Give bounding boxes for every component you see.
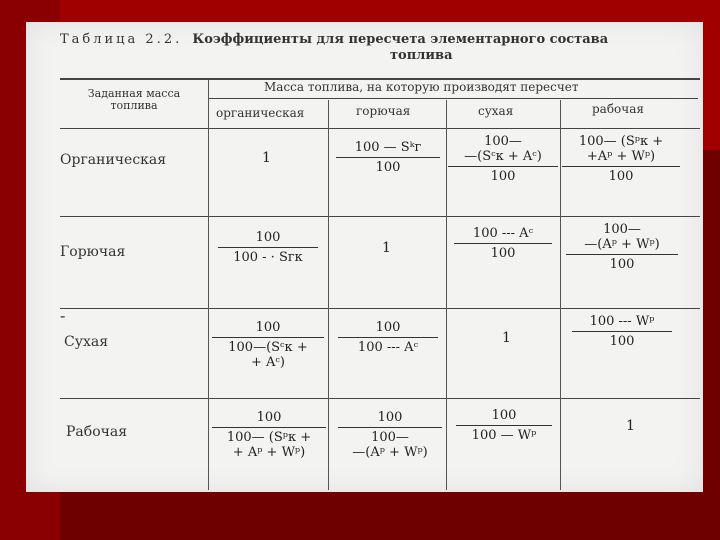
fraction-numerator: 100— <box>484 134 522 149</box>
fraction-numerator-cont: +Aᵖ + Wᵖ) <box>586 149 656 164</box>
col-rule-2 <box>328 100 329 490</box>
fraction-numerator: 100 --- Wᵖ <box>589 314 655 329</box>
fraction-numerator: 100 — Sᵏᴦ <box>354 140 422 155</box>
fraction-numerator-cont: —(Sᶜк + Aᶜ) <box>464 149 542 164</box>
col-rule-3 <box>446 100 447 490</box>
row-rule-1 <box>60 216 700 217</box>
fraction-numerator: 100 <box>375 320 401 335</box>
margin-dash-mark: - <box>60 306 66 325</box>
fraction-numerator: 100— <box>603 222 641 237</box>
row-rule-2 <box>60 308 700 309</box>
fraction-denominator-cont: + Aᶜ) <box>251 355 285 370</box>
fraction-denominator: 100— (Sᵖк + <box>226 430 312 445</box>
col-rule-1 <box>208 80 209 490</box>
scanned-table-image <box>26 22 703 492</box>
row-label-dry: Сухая <box>64 334 109 350</box>
fraction-cell <box>338 320 438 355</box>
fraction-cell <box>454 226 552 261</box>
fraction-bar <box>212 337 324 338</box>
header-target-mass: Масса топлива, на которую производят пересчет <box>264 80 579 94</box>
fraction-bar <box>218 247 318 248</box>
col-rule-4 <box>560 100 561 490</box>
cell-one: 1 <box>262 150 271 166</box>
fraction-cell <box>456 408 552 443</box>
fraction-numerator: 100— (Sᵖк + <box>578 134 664 149</box>
fraction-denominator: 100— <box>371 430 409 445</box>
fraction-denominator: 100 <box>609 334 635 349</box>
fraction-numerator: 100 <box>255 320 281 335</box>
cell-one: 1 <box>502 330 511 346</box>
fraction-cell <box>218 230 318 265</box>
fraction-bar <box>456 425 552 426</box>
fraction-denominator: 100—(Sᶜк + <box>228 340 308 355</box>
fraction-denominator: 100 <box>375 160 401 175</box>
fraction-denominator: 100 --- Aᶜ <box>357 340 419 355</box>
header-col-dry: сухая <box>478 104 514 118</box>
header-given-mass: Заданная масса топлива <box>87 87 181 112</box>
fraction-denominator: 100 <box>609 257 635 272</box>
header-col-combustible: горючая <box>356 104 411 118</box>
fraction-cell <box>448 134 558 184</box>
fraction-cell <box>572 314 672 349</box>
header-sub-rule <box>208 98 698 99</box>
header-col-working: рабочая <box>592 102 644 116</box>
fraction-bar <box>338 427 442 428</box>
cell-one: 1 <box>626 418 635 434</box>
row-rule-3 <box>60 398 700 399</box>
fraction-bar <box>572 331 672 332</box>
fraction-bar <box>338 337 438 338</box>
fraction-bar <box>562 166 680 167</box>
table-caption <box>60 32 700 63</box>
fraction-numerator: 100 <box>256 410 282 425</box>
fraction-cell <box>212 320 324 370</box>
fraction-denominator: 100 <box>490 169 516 184</box>
header-bottom-rule <box>60 128 700 129</box>
fraction-numerator: 100 <box>491 408 517 423</box>
fraction-bar <box>454 243 552 244</box>
caption-label: Таблица 2.2. <box>60 32 183 47</box>
fraction-bar <box>212 427 326 428</box>
fraction-bar <box>448 166 558 167</box>
header-col-organic: органическая <box>216 106 305 120</box>
row-label-organic: Органическая <box>60 152 167 168</box>
fraction-denominator-cont: —(Aᵖ + Wᵖ) <box>352 445 428 460</box>
caption-title-cont: топлива <box>390 48 453 63</box>
fraction-numerator: 100 <box>377 410 403 425</box>
caption-title: Коэффициенты для пересчета элементарного состава <box>192 32 609 47</box>
fraction-numerator: 100 --- Aᶜ <box>472 226 534 241</box>
fraction-numerator: 100 <box>255 230 281 245</box>
row-label-working: Рабочая <box>66 424 128 440</box>
fraction-bar <box>336 157 440 158</box>
fraction-cell <box>336 140 440 175</box>
fraction-denominator: 100 <box>608 169 634 184</box>
cell-one: 1 <box>382 240 391 256</box>
fraction-denominator: 100 — Wᵖ <box>471 428 537 443</box>
fraction-cell <box>212 410 326 460</box>
fraction-denominator: 100 <box>490 246 516 261</box>
fraction-denominator: 100 - · Sᴦк <box>233 250 303 265</box>
fraction-bar <box>566 254 678 255</box>
row-label-combustible: Горючая <box>60 244 126 260</box>
fraction-cell <box>338 410 442 460</box>
fraction-cell <box>566 222 678 272</box>
fraction-numerator-cont: —(Aᵖ + Wᵖ) <box>584 237 660 252</box>
fraction-denominator-cont: + Aᵖ + Wᵖ) <box>232 445 306 460</box>
fraction-cell <box>562 134 680 184</box>
